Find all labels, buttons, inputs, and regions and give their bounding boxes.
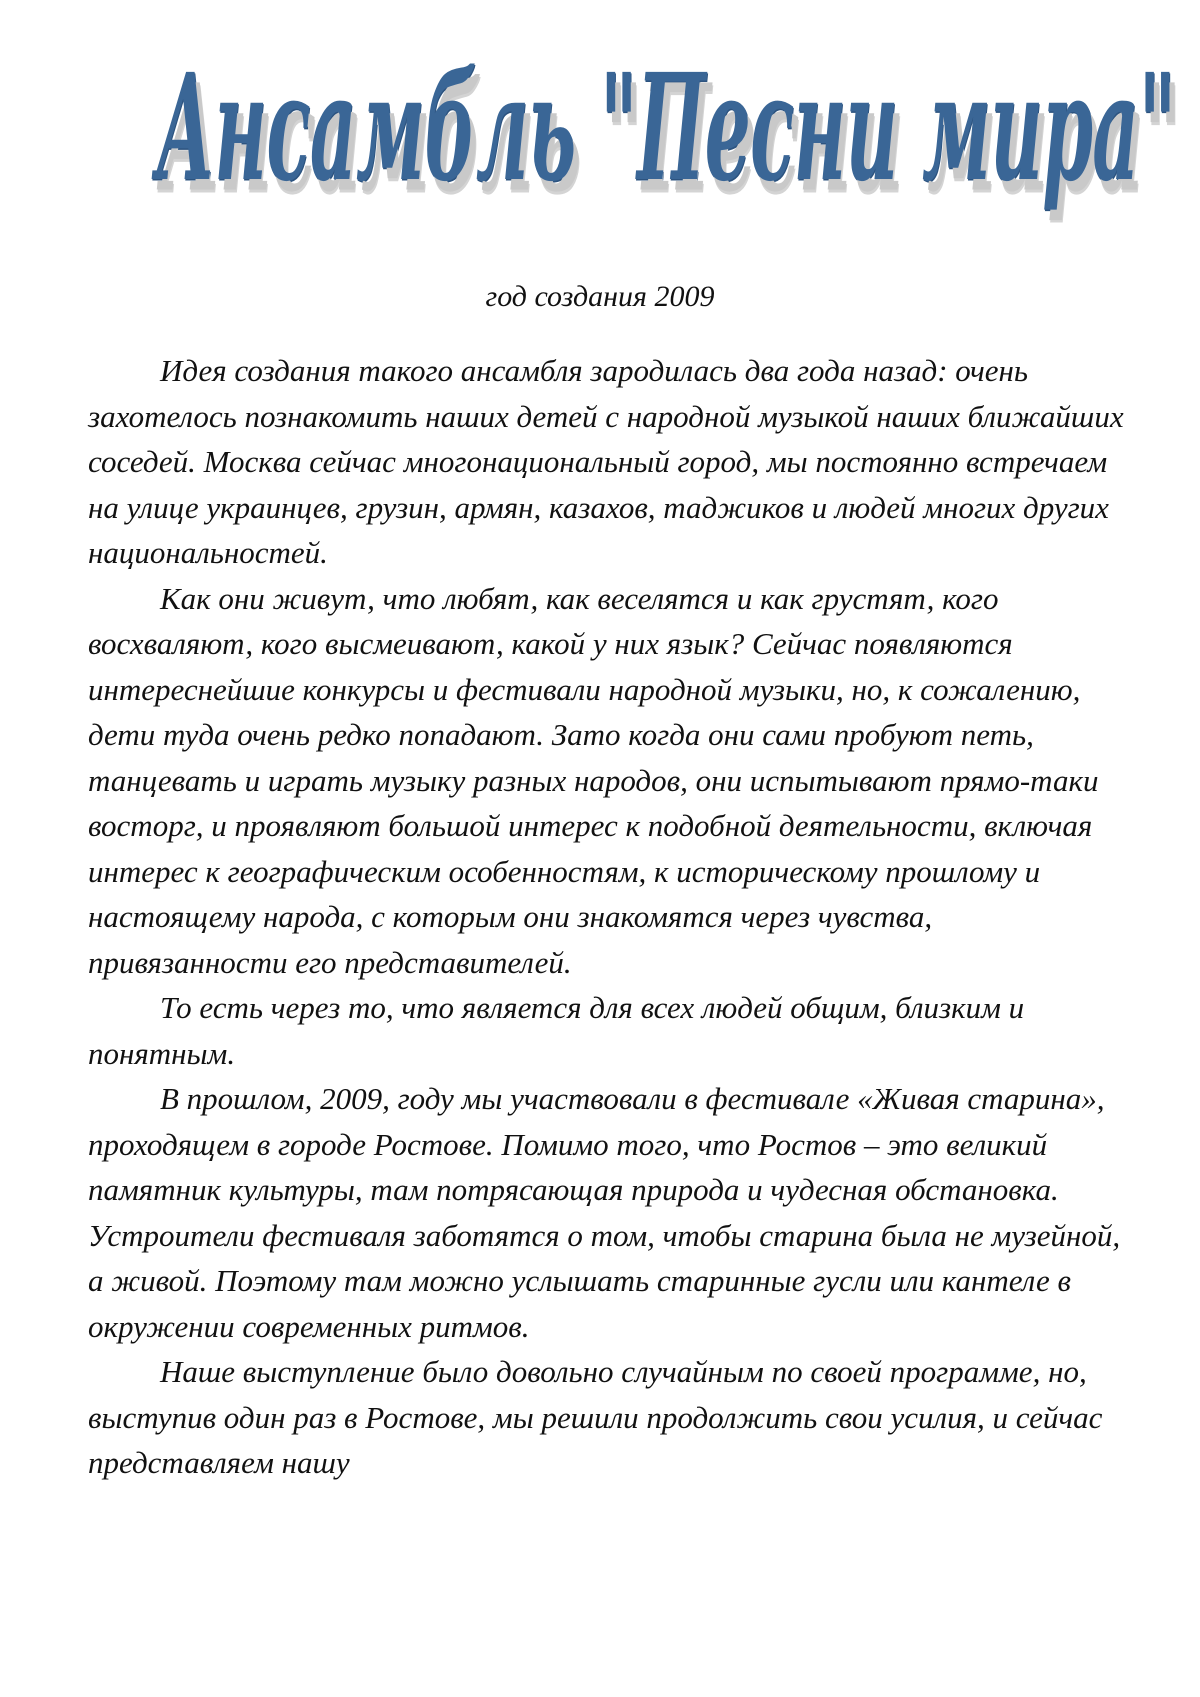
- paragraph-4: В прошлом, 2009, году мы участвовали в фестивале «Живая старина», проходящем в городе Ростове. Помимо того, что Ростов – это великий памятник культуры, там потрясающая природа и чудесная обстановка. Устроители фестиваля заботятся о том, чтобы старина была не музейной, а живой. Поэтому там можно услышать старинные гусли или кантеле в окружении современных ритмов.: [88, 1081, 1121, 1344]
- paragraph-1: Идея создания такого ансамбля зародилась два года назад: очень захотелось познакомить наших детей с народной музыкой наших ближайших соседей. Москва сейчас многонациональный город, мы постоянно встречаем на улице украинцев, грузин, армян, казахов, таджиков и людей многих других национальностей.: [88, 353, 1124, 570]
- paragraph-2: Как они живут, что любят, как веселятся и как грустят, кого восхваляют, кого высмеивают, какой у них язык? Сейчас появляются интереснейшие конкурсы и фестивали народной музыки, но, к сожалению, дети туда очень редко попадают. Зато когда они сами пробуют петь, танцевать и играть музыку разных народов, они испытывают прямо-таки восторг, и проявляют большой интерес к подобной деятельности, включая интерес к географическим особенностям, к историческому прошлому и настоящему народа, с которым они знакомятся через чувства, привязанности его представителей.: [88, 580, 1099, 980]
- paragraph-5: Наше выступление было довольно случайным по своей программе, но, выступив один раз в Ростове, мы решили продолжить свои усилия, и сейчас представляем нашу: [88, 1354, 1103, 1480]
- paragraph-3: То есть через то, что является для всех людей общим, близким и понятным.: [88, 990, 1025, 1071]
- page-subtitle: год создания 2009: [485, 280, 715, 313]
- page-title: Ансамбль "Песни мира": [156, 42, 1176, 215]
- document-body: [88, 348, 1128, 1486]
